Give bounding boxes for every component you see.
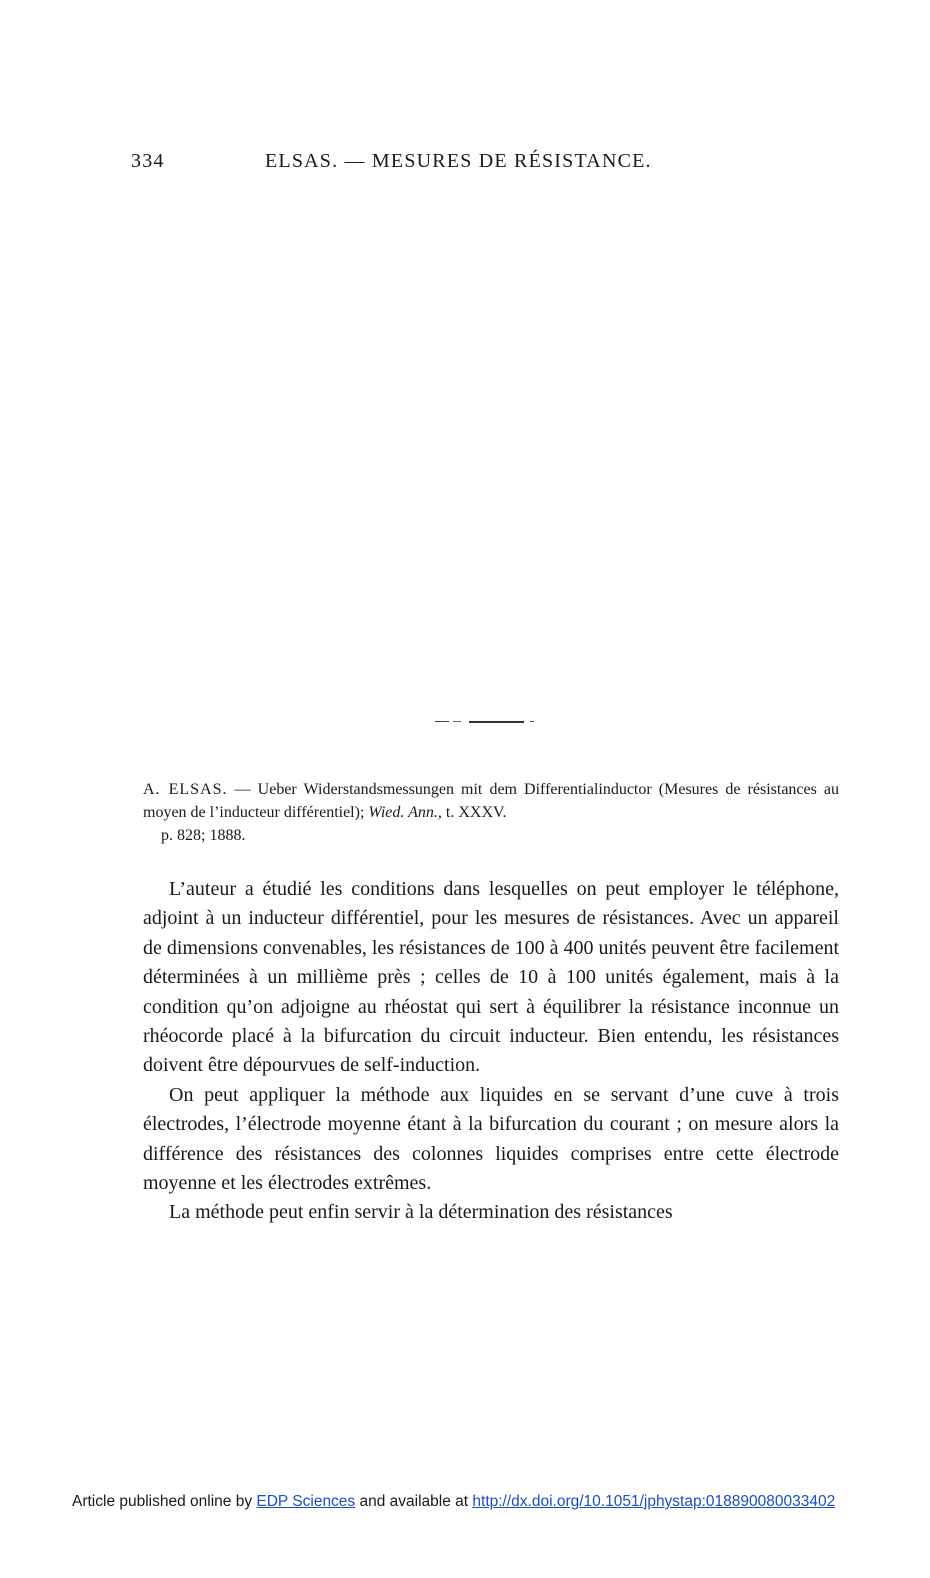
- body-paragraph: La méthode peut enfin servir à la détermination des résistances: [169, 1201, 673, 1224]
- edp-sciences-link[interactable]: EDP Sciences: [256, 1493, 356, 1510]
- reference-title-german: Ueber Widerstandsmessungen mit dem Differentialinductor: [257, 781, 652, 798]
- body-paragraph: L’auteur a étudié les conditions dans lesquelles on peut employer le téléphone, adjoint à un inducteur différentiel, pour les mesures de résistances. Avec un appareil de dimensions convenables, les résistances de 100 à 400 unités peuvent être facilement déterminées à un millième près ; celles de 10 à 100 unités également, mais à la condition qu’on adjoigne au rhéostat qui sert à équilibrer la résistance inconnue un rhéocorde placé à la bifurcation du circuit inducteur. Bien entendu, les résistances doivent être dépourvues de self-induction.: [143, 878, 839, 1077]
- reference-journal: Wied. Ann.,: [368, 804, 442, 821]
- reference-pages-year: p. 828; 1888.: [161, 827, 246, 844]
- reference-dash: —: [227, 781, 258, 798]
- page-header: [131, 150, 691, 180]
- body-paragraph: On peut appliquer la méthode aux liquides en se servant d’une cuve à trois électrodes, l’électrode moyenne étant à la bifurcation du courant ; on mesure alors la différence des résistances des colonnes liquides comprises entre cette électrode moyenne et les électrodes extrêmes.: [143, 1083, 839, 1195]
- section-separator: [435, 720, 535, 724]
- publication-footer: [72, 1493, 902, 1511]
- page-number: 334: [131, 150, 165, 172]
- article-body: [143, 875, 839, 1228]
- reference-title-french: (Mesures de résistances au moyen de l’inducteur différentiel);: [143, 781, 840, 821]
- reference-volume: t. XXXV.: [441, 804, 507, 821]
- running-title: ELSAS. — MESURES DE RÉSISTANCE.: [265, 150, 652, 172]
- reference-author: A. ELSAS.: [143, 781, 228, 798]
- doi-link[interactable]: http://dx.doi.org/10.1051/jphystap:018890080033402: [472, 1493, 836, 1510]
- bibliographic-reference: [143, 778, 839, 847]
- footer-prefix: Article published online by: [72, 1493, 257, 1510]
- footer-middle: and available at: [355, 1493, 473, 1510]
